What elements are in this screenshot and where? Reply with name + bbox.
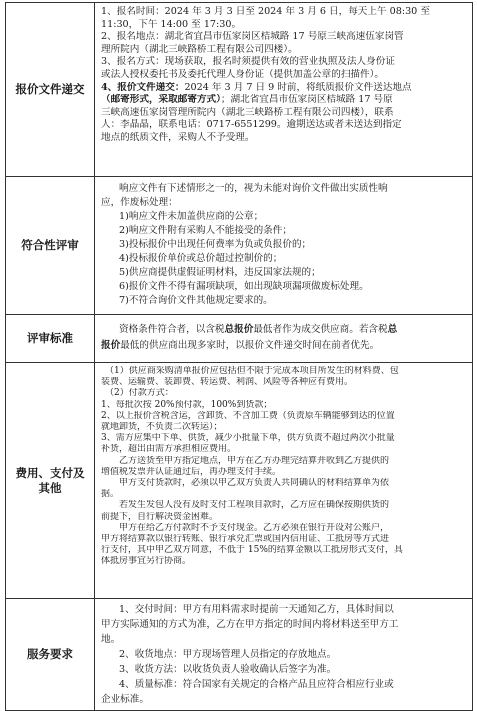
- text-line: 11:30，下午 14:00 至 17:30。: [101, 18, 242, 30]
- text-line: 响应文件有下述情形之一的，视为未能对询价文件做出实质性响: [119, 183, 388, 194]
- text-segment: 资格条件符合者，以含税: [119, 324, 225, 335]
- text-line: （1）供应商采购清单报价应包括但不限于完成本项目所发生的材料费、包: [105, 366, 399, 376]
- text-line: 3)投标报价中出现任何费率为负或负报价的；: [119, 239, 312, 250]
- text-line: 就地卸货，不负责二次转运）；: [101, 422, 223, 433]
- row-quote-submission: [6, 3, 473, 177]
- text-line: 增值税发票并认证通过后，再办理支付手续。: [101, 466, 282, 477]
- procurement-terms-table: [5, 2, 473, 711]
- row-service-requirements: [6, 599, 473, 711]
- text-segment: ；湖北省宜昌市伍家岗区桔城路 17 号原: [220, 94, 393, 106]
- text-line: 3、报名方式：现场获取，报名时须提供有效的营业执照及法人身份证: [101, 56, 395, 68]
- text-line: 乙方送货至甲方指定地点，甲方在乙方办理完结算并收到乙方提供的: [119, 455, 390, 466]
- row-content: [95, 315, 473, 363]
- text-line: [101, 82, 467, 95]
- text-line: 体抵房事宜另行协商。: [101, 556, 192, 567]
- row-content: [95, 363, 473, 599]
- text-line: 6)报价文件不得有漏项缺项，如出现缺项漏项做废标处理。: [119, 281, 369, 292]
- row-label: 服务要求: [6, 599, 95, 711]
- text-line: 1、每批次按 20%预付款，100%到货款；: [101, 399, 273, 410]
- text-line: 补货，超出由需方承担相应费用。: [101, 444, 237, 455]
- bold-term: 总: [387, 324, 398, 335]
- text-line: 地点的纸质文件，采购人不予受理。: [101, 131, 255, 143]
- text-line: 企业标准。: [101, 694, 149, 705]
- text-line: 3、需方应集中下单、供货，减少小批量下单，供方负责不超过两次小批量: [101, 433, 395, 444]
- row-evaluation-criteria: [6, 315, 473, 363]
- text-line: 甲方将结算款以银行转账、银行承兑汇票或国内信用证、工抵房等方式进: [101, 534, 390, 545]
- text-line: [101, 322, 467, 338]
- text-segment: 2024 年 3 月 7 日 9 时前，将纸质报价文件送达地点: [184, 81, 412, 93]
- text-line: 4、质量标准：符合国家有关规定的合格产品且应符合相应行业或: [119, 679, 394, 690]
- text-line: 2)响应文件附有采购人不能接受的条件；: [119, 225, 292, 236]
- text-line: 人：李晶晶，联系电话：0717-6551299。逾期送达或者未送达到指定: [101, 119, 402, 131]
- row-content: [95, 599, 473, 711]
- text-line: 据。: [101, 489, 120, 500]
- text-line: 1)响应文件未加盖供应商的公章；: [119, 211, 264, 222]
- text-line: 1、交付时间：甲方有用料需求时提前一天通知乙方，具体时间以: [119, 604, 394, 615]
- text-line: 前提下，自行解决资金困难。: [101, 511, 219, 522]
- text-line: 7)不符合询价文件其他规定要求的。: [119, 295, 273, 306]
- text-line: 5)供应商提供虚假证明材料，违反国家法规的；: [119, 267, 321, 278]
- row-content: [95, 177, 473, 315]
- text-line: 理所院内（湖北三峡路桥工程有限公司四楼）。: [101, 43, 298, 55]
- row-label: 符合性评审: [6, 177, 95, 315]
- text-line: 若发生发包人没有及时支付工程项目款时，乙方应在确保按期供货的: [119, 500, 390, 511]
- bold-term: 4、报价文件递交：: [101, 81, 185, 93]
- text-line: （2）付款方式：: [105, 388, 174, 399]
- row-fees-payment: [6, 363, 473, 599]
- text-line: 1、报名时间：2024 年 3 月 3 日至 2024 年 3 月 6 日，每天上午 08:30 至: [101, 6, 430, 17]
- text-line: 或法人授权委托书及委托代理人身份证（提供加盖公章的扫描件）。: [101, 68, 385, 80]
- text-segment: 最低的供应商出现多家时，以报价文件递交时间在前者优先。: [120, 340, 380, 351]
- text-line: 2、报名地点：湖北省宜昌市伍家岗区桔城路 17 号原三峡高速伍家岗管: [101, 31, 404, 43]
- text-line: 2、收货地点：甲方现场管理人员指定的存放地点。: [119, 649, 337, 660]
- label-line: 费用、支付及: [15, 465, 85, 480]
- text-line: 行支付，其中甲乙双方同意，不低于 15%的结算金额以工抵房形式支付，具: [101, 545, 403, 556]
- bold-term: 报价: [101, 340, 121, 351]
- row-label: 报价文件递交: [6, 3, 95, 177]
- text-line: 应，作废标处理：: [101, 197, 178, 208]
- label-line: 其他: [38, 480, 62, 495]
- text-line: 三峡高速伍家岗管理所院内（湖北三峡路桥工程有限公司四楼），联系: [101, 106, 394, 118]
- row-label: [6, 363, 95, 599]
- text-line: [101, 338, 467, 354]
- bold-term: 总报价: [224, 324, 254, 335]
- row-conformity-review: [6, 177, 473, 315]
- text-line: 4)投标报价单价或总价超过控制价的；: [119, 253, 283, 264]
- text-line: 2、以上报价含税含运，含卸货、不含加工费（负责原车辆能够到达的位置: [101, 410, 395, 421]
- text-line: 3、收货方法：以收货负责人验收确认后签字为准。: [119, 664, 337, 675]
- text-line: 甲方实际通知的方式为准，乙方在甲方指定的时间内将材料送至甲方工: [101, 619, 399, 630]
- text-line: 地。: [101, 634, 121, 645]
- text-line: [101, 94, 467, 107]
- text-line: 装费、运输费、装卸费、转运费、利润、风险等各种应有费用。: [101, 377, 354, 388]
- row-label: 评审标准: [6, 315, 95, 363]
- text-line: 甲方在给乙方付款时不予支付现金。乙方必须在银行开设对公账户，: [119, 522, 390, 533]
- text-line: 甲方支付货款时，必须以甲乙双方负责人共同确认的材料结算单为依: [119, 478, 390, 489]
- row-content: [95, 3, 473, 177]
- bold-term: （邮寄形式，采取邮寄方式）: [101, 94, 221, 106]
- text-segment: 最低者作为成交供应商。若含税: [253, 324, 388, 335]
